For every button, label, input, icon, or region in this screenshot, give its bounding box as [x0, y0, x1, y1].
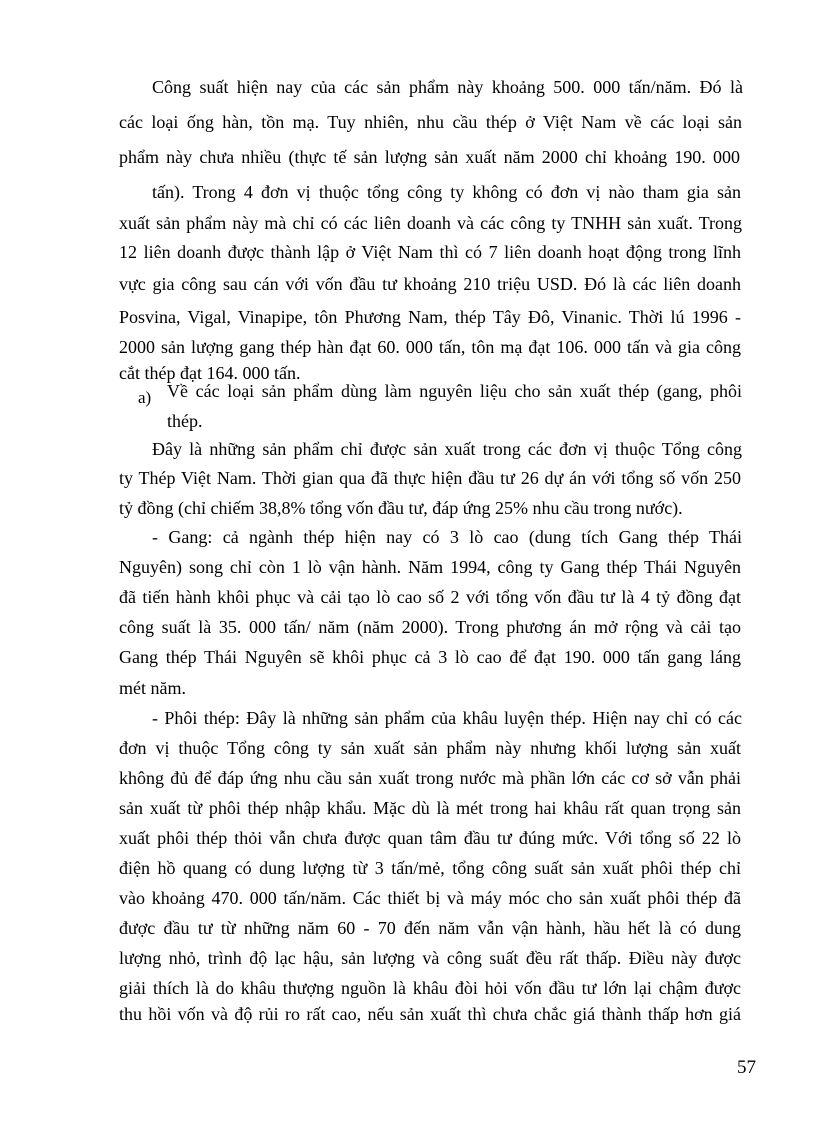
text-line: thu hồi vốn và độ rủi ro rất cao, nếu sản xuất thì chưa chắc giá thành thấp hơn giá — [119, 1004, 741, 1024]
text-line: Nguyên) song chỉ còn 1 lò vận hành. Năm 1994, công ty Gang thép Thái Nguyên — [119, 557, 741, 577]
text-line: phẩm này chưa nhiều (thực tế sản lượng sản xuất năm 2000 chỉ khoảng 190. 000 — [119, 147, 740, 167]
text-line: Đây là những sản phẩm chỉ được sản xuất trong các đơn vị thuộc Tổng công — [152, 439, 742, 459]
text-line: tỷ đồng (chỉ chiếm 38,8% tổng vốn đầu tư, đáp ứng 25% nhu cầu trong nước). — [119, 498, 683, 518]
text-line: cắt thép đạt 164. 000 tấn. — [119, 363, 301, 383]
text-line: đã tiến hành khôi phục và cải tạo lò cao số 2 với tổng vốn đầu tư là 4 tỷ đồng đạt — [119, 587, 741, 607]
text-line: sản xuất từ phôi thép nhập khẩu. Mặc dù là mét trong hai khâu rất quan trọng sản — [119, 798, 741, 818]
text-line: vào khoảng 470. 000 tấn/năm. Các thiết bị và máy móc cho sản xuất phôi thép đã — [119, 888, 741, 908]
page-number: 57 — [737, 1057, 756, 1078]
text-line: - Gang: cả ngành thép hiện nay có 3 lò cao (dung tích Gang thép Thái — [152, 527, 742, 547]
text-line: không đủ để đáp ứng nhu cầu sản xuất trong nước mà phần lớn các cơ sở vẫn phải — [119, 768, 741, 788]
text-line: điện hồ quang có dung lượng từ 3 tấn/mẻ, tổng công suất sản xuất phôi thép chỉ — [119, 858, 741, 878]
text-line: được đầu tư từ những năm 60 - 70 đến năm vẫn vận hành, hầu hết là có dung — [119, 918, 741, 938]
text-line: đơn vị thuộc Tổng công ty sản xuất sản phẩm này nhưng khối lượng sản xuất — [119, 738, 741, 758]
text-line: Posvina, Vigal, Vinapipe, tôn Phương Nam, thép Tây Đô, Vinanic. Thời lú 1996 - — [119, 307, 741, 327]
text-line: giải thích là do khâu thượng nguồn là khâu đòi hỏi vốn đầu tư lớn lại chậm được — [119, 978, 741, 998]
text-line: Về các loại sản phẩm dùng làm nguyên liệu cho sản xuất thép (gang, phôi — [167, 381, 742, 401]
text-line: Công suất hiện nay của các sản phẩm này khoảng 500. 000 tấn/năm. Đó là — [152, 77, 743, 97]
text-line: thép. — [167, 411, 203, 431]
text-line: xuất sản phẩm này mà chỉ có các liên doanh và các công ty TNHH sản xuất. Trong — [119, 213, 742, 233]
text-line: vực gia công sau cán với vốn đầu tư khoảng 210 triệu USD. Đó là các liên doanh — [119, 274, 741, 294]
text-line: ty Thép Việt Nam. Thời gian qua đã thực hiện đầu tư 26 dự án với tổng số vốn 250 — [119, 468, 741, 488]
list-marker: a) — [138, 388, 152, 407]
text-line: lượng nhỏ, trình độ lạc hậu, sản lượng và công suất đều rất thấp. Điều này được — [119, 948, 741, 968]
text-line: công suất là 35. 000 tấn/ năm (năm 2000). Trong phương án mở rộng và cải tạo — [119, 617, 741, 637]
text-line: 12 liên doanh được thành lập ở Việt Nam thì có 7 liên doanh hoạt động trong lĩnh — [119, 242, 741, 262]
text-line: - Phôi thép: Đây là những sản phẩm của khâu luyện thép. Hiện nay chỉ có các — [152, 708, 742, 728]
text-line: tấn). Trong 4 đơn vị thuộc tổng công ty không có đơn vị nào tham gia sản — [152, 182, 741, 202]
text-line: 2000 sản lượng gang thép hàn đạt 60. 000 tấn, tôn mạ đạt 106. 000 tấn và gia công — [119, 337, 741, 357]
text-line: các loại ống hàn, tồn mạ. Tuy nhiên, nhu cầu thép ở Việt Nam về các loại sản — [119, 112, 742, 132]
text-line: Gang thép Thái Nguyên sẽ khôi phục cả 3 lò cao để đạt 190. 000 tấn gang láng — [119, 647, 741, 667]
text-line: xuất phôi thép thỏi vẫn chưa được quan tâm đầu tư đúng mức. Với tổng số 22 lò — [119, 828, 741, 848]
text-line: mét năm. — [119, 678, 186, 698]
